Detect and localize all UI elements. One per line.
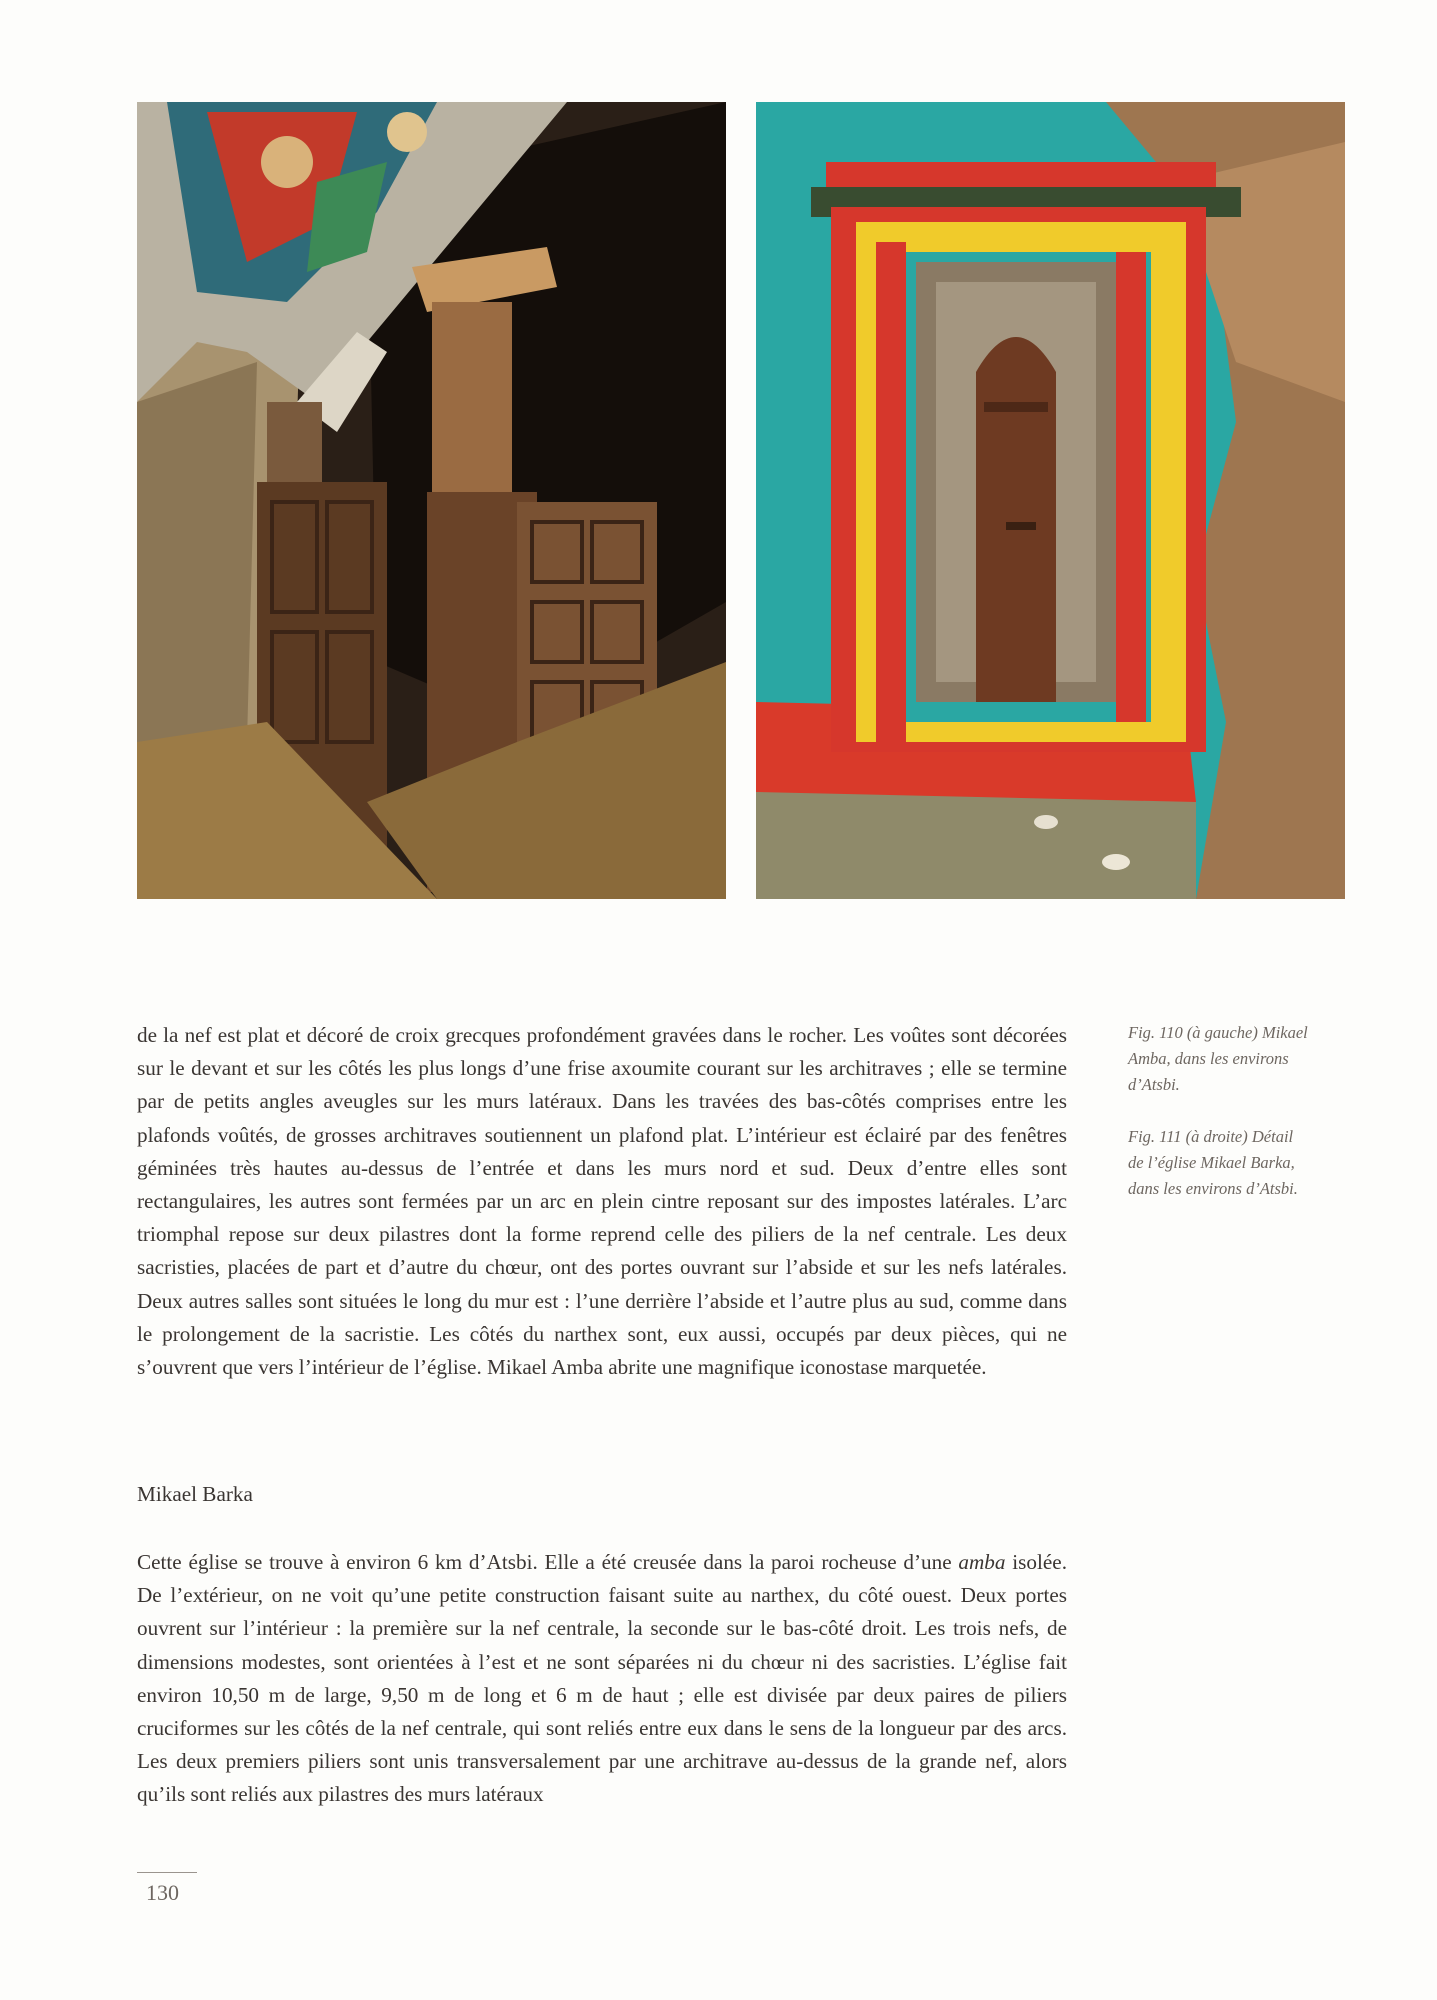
caption-text: Mikael Amba, dans les environs d’Atsbi. xyxy=(1128,1023,1308,1094)
figure-111-photo xyxy=(756,102,1345,899)
italic-term: amba xyxy=(958,1550,1006,1574)
figure-caption xyxy=(1128,1124,1308,1202)
figure-110-photo xyxy=(137,102,726,899)
body-paragraph xyxy=(137,1546,1067,1812)
page-number-rule xyxy=(137,1872,197,1873)
photo-church-interior-iconostasis xyxy=(137,102,726,899)
body-paragraph: de la nef est plat et décoré de croix grecques profondément gravées dans le rocher. Les voûtes sont décorées sur le devant et sur les côtés les plus longs d’une frise axoumite courant sur les architraves ; elle se termine par de petits angles aveugles sur les murs latéraux. Dans les travées des bas-côtés comprises entre les plafonds voûtés, de grosses architraves soutiennent un plafond plat. L’intérieur est éclairé par des fenêtres géminées très hautes au-dessus de l’entrée et dans les murs nord et sud. Deux d’entre elles sont rectangulaires, les autres sont fermées par un arc en plein cintre reposant sur des impostes latérales. L’arc triomphal repose sur deux pilastres dont la forme reprend celle des piliers de la nef centrale. Les deux sacristies, placées de part et d’autre du chœur, ont des portes ouvrant sur l’abside et sur les nefs latérales. Deux autres salles sont situées le long du mur est : l’une derrière l’abside et l’autre plus au sud, comme dans le prolongement de la sacristie. Les côtés du narthex sont, eux aussi, occupés par deux pièces, qui ne s’ouvrent que vers l’intérieur de l’église. Mikael Amba abrite une magnifique iconostase marquetée. xyxy=(137,1023,1067,1380)
photo-church-painted-doorway xyxy=(756,102,1345,899)
paragraph-text: isolée. De l’extérieur, on ne voit qu’une petite construction faisant suite au narthex, du côté ouest. Deux portes ouvrent sur l’intérieur : la première sur la nef centrale, la seconde sur le bas-côté droit. Les trois nefs, de dimensions modestes, sont orientées à l’est et ne sont séparées ni du chœur ni des sacristies. L’église fait environ 10,50 m de large, 9,50 m de long et 6 m de haut ; elle est divisée par deux paires de piliers cruciformes sur les côtés de la nef centrale, qui sont reliés entre eux dans le sens de la longueur par des arcs. Les deux premiers piliers sont unis transversalement par une architrave au-dessus de la grande nef, alors qu’ils sont reliés aux pilastres des murs latéraux xyxy=(137,1550,1067,1807)
page-number: 130 xyxy=(146,1880,179,1905)
caption-label: Fig. 110 (à gauche) xyxy=(1128,1023,1258,1042)
figure-caption xyxy=(1128,1020,1308,1098)
paragraph-text: Cette église se trouve à environ 6 km d’Atsbi. Elle a été creusée dans la paroi rocheuse d’une xyxy=(137,1550,959,1574)
caption-text: Détail de l’église Mikael Barka, dans les environs d’Atsbi. xyxy=(1128,1127,1298,1198)
caption-label: Fig. 111 (à droite) xyxy=(1128,1127,1248,1146)
section-heading: Mikael Barka xyxy=(137,1482,253,1506)
